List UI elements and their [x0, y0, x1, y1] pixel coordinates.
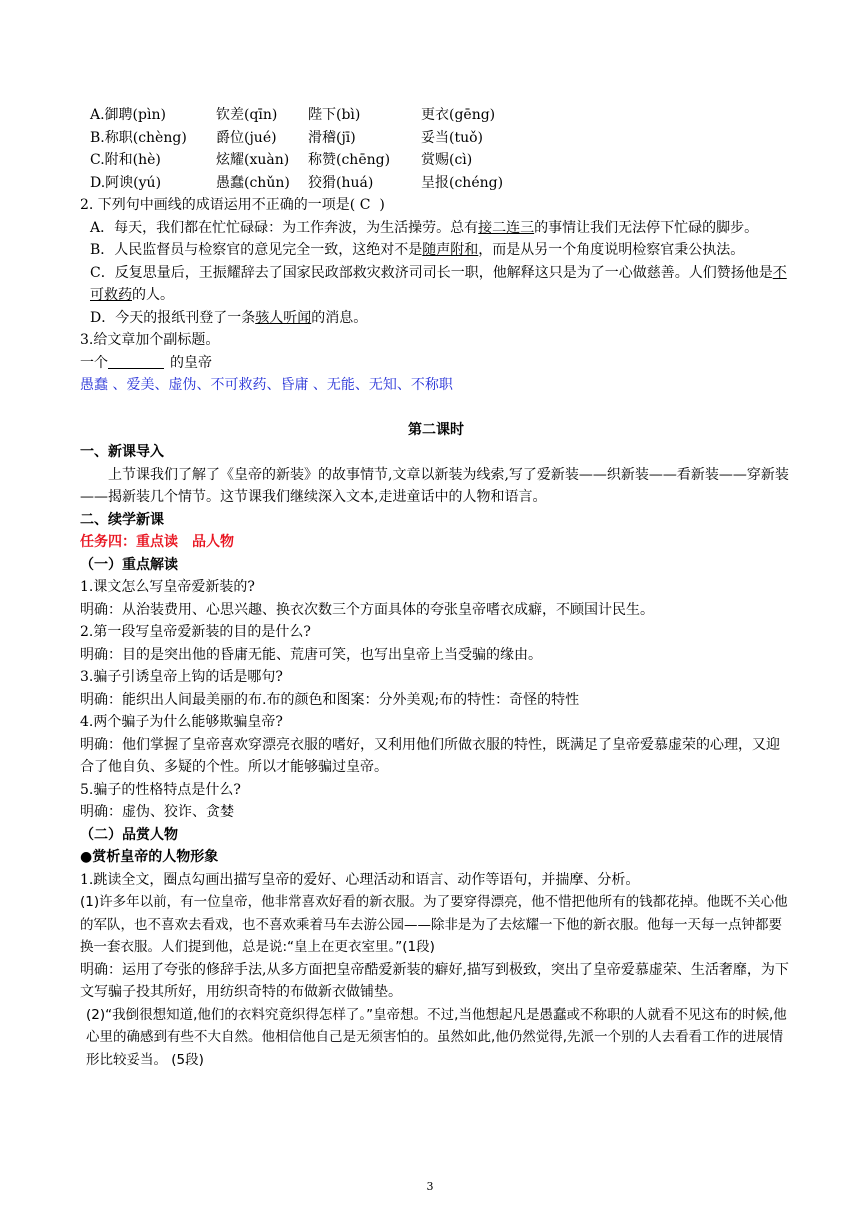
option-text: 的事情让我们无法停下忙碌的脚步。	[534, 219, 759, 236]
question-2-answer: C	[359, 197, 371, 213]
option-row-d	[80, 172, 792, 195]
option-b-word-3: 滑稽(jī)	[308, 129, 356, 146]
question-2-option-d	[80, 307, 792, 330]
underlined-idiom: 骇人听闻	[255, 309, 312, 326]
blank-prefix: 一个	[80, 354, 108, 371]
qa-answer-4: 明确：他们掌握了皇帝喜欢穿漂亮衣服的嗜好，又利用他们所做衣服的特性，既满足了皇帝爱慕虚荣的心理，又迎合了他自负、多疑的个性。所以才能够骗过皇帝。	[80, 736, 780, 775]
lesson-2-title: 第二课时	[408, 421, 464, 438]
blank-suffix: 的皇帝	[170, 354, 212, 371]
option-d-word-4: 呈报(chéng)	[421, 174, 504, 191]
quote-passage-1: (1)许多年以前，有一位皇帝，他非常喜欢好看的新衣服。为了要穿得漂亮，他不惜把他所有的钱都花掉。他既不关心他的军队，也不喜欢去看戏，也不喜欢乘着马车去游公园——除非是为了去炫耀一下他的新衣服。他每一天每一点钟都要换一套衣服。人们提到他，总是说:“皇上在更衣室里。”(1段)	[80, 894, 788, 955]
option-a-word-2: 钦差(qīn)	[216, 107, 278, 123]
option-row-a	[80, 104, 792, 127]
qa-answer-1: 明确：从治装费用、心思兴趣、换衣次数三个方面具体的夸张皇帝嗜衣成癖，不顾国计民生。	[80, 601, 654, 618]
document-body	[80, 104, 792, 1071]
qa-answer-5: 明确：虚伪、狡诈、贪婪	[80, 804, 234, 820]
option-text: A．每天，我们都在忙忙碌碌：为工作奔波，为生活操劳。总有	[90, 219, 479, 236]
option-text: C．反复思量后，王振耀辞去了国家民政部救灾救济司司长一职，他解释这只是为了一心做慈善。人们赞扬他是	[90, 264, 773, 281]
option-a-word-1: A.御聘(pìn)	[90, 107, 166, 123]
intro-paragraph: 上节课我们了解了《皇帝的新装》的故事情节,文章以新装为线索,写了爱新装——织新装——看新装——穿新装——揭新装几个情节。这节课我们继续深入文本,走进童话中的人物和语言。	[80, 466, 789, 505]
underlined-idiom: 随声附和	[422, 242, 479, 258]
section-heading-1: 一、新课导入	[80, 444, 164, 460]
option-c-word-2: 炫耀(xuàn)	[216, 152, 290, 168]
section-heading-2: 二、续学新课	[80, 511, 164, 528]
option-a-word-4: 更衣(gēng)	[421, 107, 496, 123]
option-d-word-2: 愚蠢(chǔn)	[216, 174, 290, 191]
option-text: B．人民监督员与检察官的意见完全一致，这绝对不是	[90, 242, 423, 258]
option-text: 的人。	[132, 287, 174, 303]
fill-blank	[108, 354, 164, 369]
qa-answer-3: 明确：能织出人间最美丽的布.布的颜色和图案：分外美观;布的特性：奇怪的特性	[80, 691, 580, 708]
option-c-word-1: C.附和(hè)	[90, 152, 161, 168]
option-text: D．今天的报纸刊登了一条	[90, 309, 256, 326]
underlined-idiom: 不可救药	[90, 264, 787, 303]
option-row-c	[80, 149, 792, 172]
question-2-option-c	[80, 262, 792, 307]
qa-question-5: 5.骗子的性格特点是什么?	[80, 781, 241, 798]
subsection-heading-1: （一）重点解读	[80, 556, 178, 573]
qa-question-3: 3.骗子引诱皇帝上钩的话是哪句?	[80, 669, 283, 685]
option-b-word-2: 爵位(jué)	[216, 129, 277, 146]
question-3-stem: 3.给文章加个副标题。	[80, 332, 220, 348]
option-d-word-1: D.阿谀(yú)	[90, 174, 162, 191]
task-4-heading: 任务四：重点读 品人物	[80, 534, 234, 550]
question-2-paren: )	[379, 197, 385, 213]
option-text: ，而是从另一个角度说明检察官秉公执法。	[478, 242, 745, 258]
qa-answer-2: 明确：目的是突出他的昏庸无能、荒唐可笑，也写出皇帝上当受骗的缘由。	[80, 646, 542, 663]
option-row-b	[80, 127, 792, 150]
qa-question-4: 4.两个骗子为什么能够欺骗皇帝?	[80, 714, 283, 730]
option-d-word-3: 狡猾(huá)	[308, 174, 374, 191]
question-2-stem	[80, 194, 792, 217]
qa-question-2: 2.第一段写皇帝爱新装的目的是什么?	[80, 624, 311, 640]
question-2-option-a	[80, 217, 792, 240]
question-2-option-b	[80, 239, 792, 262]
qa-question-1: 1.课文怎么写皇帝爱新装的?	[80, 579, 255, 595]
option-c-word-3: 称赞(chēng)	[308, 152, 391, 168]
quote-passage-2: (2)“我倒很想知道,他们的衣料究竟织得怎样了。”皇帝想。不过,当他想起凡是愚蠢或不称职的人就看不见这布的时候,他心里的确感到有些不大自然。他相信他自己是无须害怕的。虽然如此,他仍然觉得,先派一个别的人去看看工作的进展情形比较妥当。 (5段)	[86, 1006, 787, 1068]
page-number: 3	[426, 1180, 434, 1193]
option-text: 的消息。	[311, 309, 368, 326]
underlined-idiom: 接二连三	[478, 219, 535, 236]
question-3-blank-line	[80, 352, 792, 375]
subsection-heading-2: （二）品赏人物	[80, 826, 178, 843]
option-b-word-4: 妥当(tuǒ)	[421, 129, 483, 146]
exercise-prompt: 1.跳读全文，圈点勾画出描写皇帝的爱好、心理活动和语言、动作等语句，并揣摩、分析。	[80, 871, 640, 888]
question-2-text: 2. 下列句中画线的成语运用不正确的一项是(	[80, 197, 356, 213]
question-3-answer: 愚蠢 、爱美、虚伪、不可救药、昏庸 、无能、无知、不称职	[80, 377, 453, 393]
option-c-word-4: 赏赐(cì)	[421, 152, 473, 168]
option-b-word-1: B.称职(chèng)	[90, 129, 187, 146]
option-a-word-3: 陛下(bì)	[308, 107, 361, 123]
quote-answer-1: 明确：运用了夸张的修辞手法,从多方面把皇帝酷爱新装的癖好,描写到极致，突出了皇帝爱慕虚荣、生活奢靡，为下文写骗子投其所好，用纺织奇特的布做新衣做铺垫。	[80, 961, 789, 1000]
bullet-heading: ●赏析皇帝的人物形象	[80, 849, 219, 865]
